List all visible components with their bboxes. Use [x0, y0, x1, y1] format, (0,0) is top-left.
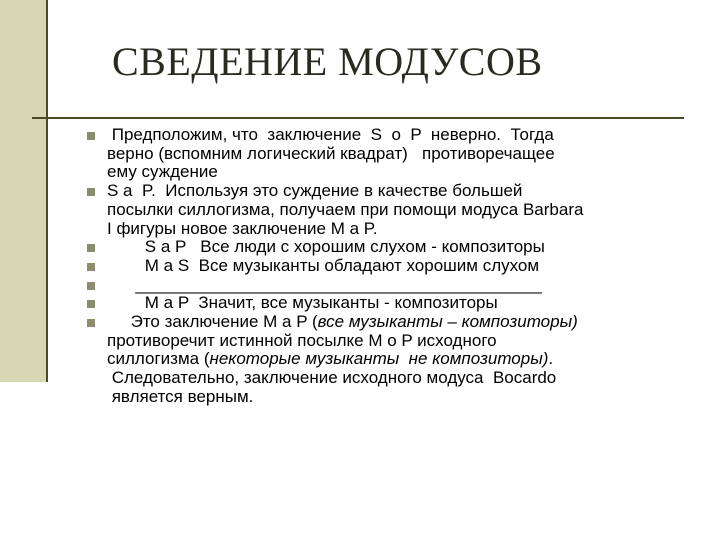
slide-body	[107, 126, 687, 407]
italic-text: все музыканты – композиторы)	[317, 312, 578, 332]
text-segment: верно (вспомним логический квадрат) противоречащее	[107, 143, 555, 163]
text-segment: I фигуры новое заключение М a P.	[107, 218, 378, 238]
bullet-square-icon	[87, 300, 95, 308]
sidebar-divider	[46, 0, 48, 382]
text-segment: М a P Значит, все музыканты - композиторы	[107, 293, 498, 313]
paragraph	[107, 313, 687, 407]
paragraph	[107, 126, 687, 182]
paragraph	[107, 182, 687, 238]
text-line	[107, 369, 687, 388]
paragraph	[107, 294, 687, 313]
text-segment: Это заключение М a P (	[107, 312, 318, 332]
bullet-square-icon	[87, 263, 95, 271]
text-segment: ему суждение	[107, 162, 218, 182]
sidebar-decoration	[0, 0, 48, 382]
text-segment: противоречит истинной посылке М o P исходного	[107, 330, 497, 350]
bullet-square-icon	[87, 132, 95, 140]
text-segment: Следовательно, заключение исходного модуса Bocardo	[107, 368, 557, 388]
text-line	[107, 388, 687, 407]
bullet-square-icon	[87, 282, 95, 290]
text-line	[107, 163, 687, 182]
text-line	[107, 276, 687, 295]
text-line	[107, 126, 687, 145]
paragraph	[107, 238, 687, 257]
text-line	[107, 201, 687, 220]
text-line	[107, 294, 687, 313]
text-segment: Предположим, что заключение S o P неверно. Тогда	[107, 125, 554, 144]
text-segment: S a P. Используя это суждение в качестве большей	[107, 181, 523, 201]
text-segment: M a S Все музыканты обладают хорошим слухом	[107, 255, 540, 275]
text-segment: ___________________________________________	[107, 274, 542, 294]
bullet-square-icon	[87, 188, 95, 196]
bullet-square-icon	[87, 244, 95, 252]
text-line	[107, 350, 687, 369]
text-line	[107, 313, 687, 332]
text-segment: посылки силлогизма, получаем при помощи модуса Barbara	[107, 199, 584, 219]
text-line	[107, 332, 687, 351]
title-rule	[32, 117, 684, 119]
slide-title: СВЕДЕНИЕ МОДУСОВ	[112, 39, 543, 84]
text-line	[107, 257, 687, 276]
text-segment: силлогизма (	[107, 349, 210, 369]
bullet-square-icon	[87, 319, 95, 327]
text-line	[107, 145, 687, 164]
text-segment: является верным.	[107, 386, 254, 406]
text-segment: S a P Все люди с хорошим слухом - композиторы	[107, 237, 545, 257]
paragraph	[107, 257, 687, 276]
paragraph	[107, 276, 687, 295]
text-segment: .	[548, 349, 554, 369]
text-line	[107, 182, 687, 201]
italic-text: некоторые музыканты не композиторы)	[209, 349, 549, 369]
text-line	[107, 238, 687, 257]
text-line	[107, 220, 687, 239]
